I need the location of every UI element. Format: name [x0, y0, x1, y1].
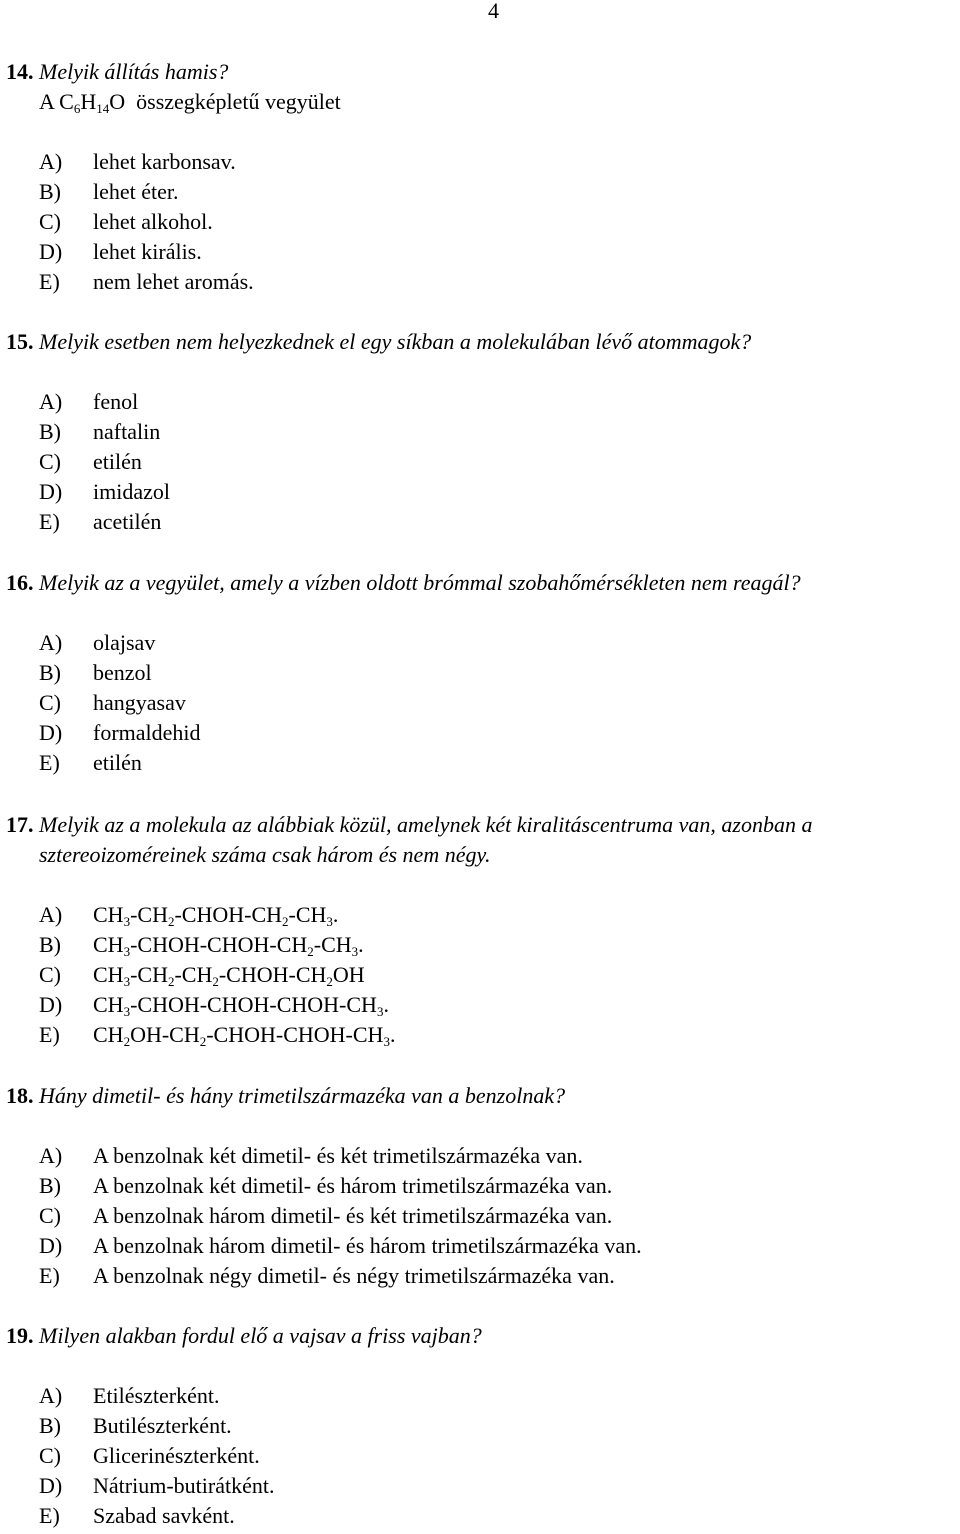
- option-list: [6, 387, 960, 537]
- option-c: C) lehet alkohol.: [39, 209, 213, 234]
- option-a: A) $CH_3-CH_2-CHOH-CH_2-CH_3$.: [39, 902, 339, 929]
- option-d: D) imidazol: [39, 479, 170, 504]
- formula: $CH_3-CH_2-CHOH-CH_2-CH_3$.: [93, 902, 339, 929]
- question-text: Melyik esetben nem helyezkednek el egy síkban a molekulában lévő atommagok?: [39, 329, 752, 354]
- question-number: 15.: [6, 329, 34, 354]
- option-c: C) Glicerinészterként.: [39, 1443, 260, 1468]
- question-16: [6, 568, 960, 778]
- option-c: C) A benzolnak három dimetil- és két trimetilszármazéka van.: [39, 1203, 613, 1228]
- option-d: D) $CH_3-CHOH-CHOH-CHOH-CH_3$.: [39, 992, 389, 1019]
- question-subtext: A $C_6H_{14}O$ összegképletű vegyület: [39, 89, 341, 116]
- question-text: Milyen alakban fordul elő a vajsav a friss vajban?: [39, 1323, 482, 1348]
- option-b: B) naftalin: [39, 419, 161, 444]
- page-number: 4: [488, 0, 499, 23]
- option-d: D) formaldehid: [39, 720, 201, 745]
- option-b: B) Butilészterként.: [39, 1413, 232, 1438]
- question-text: Melyik állítás hamis?: [39, 59, 229, 84]
- question-text: Hány dimetil- és hány trimetilszármazéka van a benzolnak?: [39, 1083, 566, 1108]
- option-e: E) $CH_2OH-CH_2-CHOH-CHOH-CH_3$.: [39, 1022, 396, 1049]
- question-15: [6, 327, 960, 537]
- option-list: [6, 147, 960, 297]
- option-list: [6, 628, 960, 778]
- option-d: D) A benzolnak három dimetil- és három trimetilszármazéka van.: [39, 1233, 642, 1258]
- option-list: [6, 1381, 960, 1531]
- formula: $CH_2OH-CH_2-CHOH-CHOH-CH_3$.: [93, 1022, 396, 1049]
- option-list: [6, 900, 960, 1050]
- option-c: C) hangyasav: [39, 690, 186, 715]
- formula: $CH_3-CHOH-CHOH-CHOH-CH_3$.: [93, 992, 389, 1019]
- option-d: D) Nátrium-butirátként.: [39, 1473, 275, 1498]
- option-e: E) nem lehet aromás.: [39, 269, 254, 294]
- option-e: E) Szabad savként.: [39, 1503, 235, 1528]
- formula: $CH_3-CHOH-CHOH-CH_2-CH_3$.: [93, 932, 364, 959]
- option-b: B) benzol: [39, 660, 152, 685]
- option-b: B) $CH_3-CHOH-CHOH-CH_2-CH_3$.: [39, 932, 364, 959]
- question-17: [6, 810, 960, 1050]
- option-a: A) olajsav: [39, 630, 156, 655]
- formula: $CH_3-CH_2-CH_2-CHOH-CH_2OH$: [93, 962, 365, 989]
- option-a: A) Etilészterként.: [39, 1383, 220, 1408]
- question-number: 14.: [6, 59, 34, 84]
- option-b: B) A benzolnak két dimetil- és három trimetilszármazéka van.: [39, 1173, 613, 1198]
- option-list: [6, 1141, 960, 1291]
- option-a: A) A benzolnak két dimetil- és két trimetilszármazéka van.: [39, 1143, 583, 1168]
- question-18: [6, 1081, 960, 1291]
- question-number: 16.: [6, 570, 34, 595]
- question-number: 17.: [6, 812, 34, 837]
- option-b: B) lehet éter.: [39, 179, 179, 204]
- question-text: Melyik az a vegyület, amely a vízben oldott brómmal szobahőmérsékleten nem reagál?: [39, 570, 801, 595]
- option-a: A) fenol: [39, 389, 139, 414]
- option-d: D) lehet királis.: [39, 239, 202, 264]
- question-14: [6, 57, 960, 297]
- question-text: Melyik az a molekula az alábbiak közül, amelynek két kiralitáscentruma van, azonban a: [39, 812, 813, 837]
- question-text-continued: sztereoizoméreinek száma csak három és nem négy.: [39, 842, 491, 867]
- option-e: E) etilén: [39, 750, 142, 775]
- option-c: C) $CH_3-CH_2-CH_2-CHOH-CH_2OH$: [39, 962, 365, 989]
- option-c: C) etilén: [39, 449, 142, 474]
- option-a: A) lehet karbonsav.: [39, 149, 236, 174]
- option-e: E) acetilén: [39, 509, 162, 534]
- question-number: 18.: [6, 1083, 34, 1108]
- question-number: 19.: [6, 1323, 34, 1348]
- option-e: E) A benzolnak négy dimetil- és négy trimetilszármazéka van.: [39, 1263, 615, 1288]
- question-19: [6, 1321, 960, 1531]
